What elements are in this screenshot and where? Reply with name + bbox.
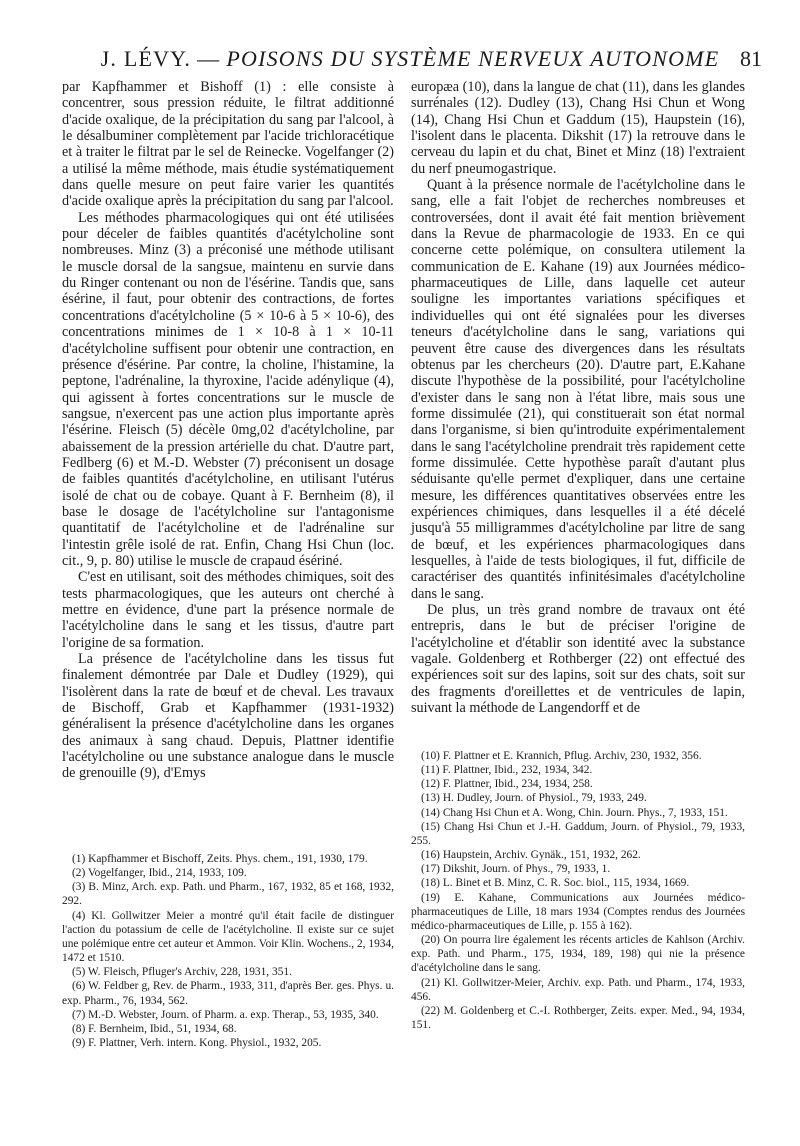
- paragraph: C'est en utilisant, soit des méthodes chimiques, soit des tests pharmacologiques, que les auteurs ont cherché à mettre en évidence, d'une part la présence normale de l'acétylcholine dans le sang et les tissus, d'autre part l'origine de sa formation.: [62, 569, 394, 651]
- paragraph: Les méthodes pharmacologiques qui ont été utilisées pour déceler de faibles quantités d'acétylcholine sont nombreuses. Minz (3) a préconisé une méthode utilisant le muscle dorsal de la sangsue, maintenu en survie dans du Ringer contenant ou non de l'ésérine. Tandis que, sans ésérine, il faut, pour obtenir des contractions, de fortes concentrations d'acétylcholine (5 × 10-6 à 5 × 10-6), des concentrations minimes de 1 × 10-8 à 1 × 10-11 d'acétylcholine suffisent pour obtenir une contraction, en présence d'ésérine. Par contre, la choline, l'histamine, la peptone, l'adrénaline, la thyroxine, l'acide adénylique (4), qui agissent à fortes concentrations sur le muscle de sangsue, n'exercent pas une action plus importante après l'ésérine. Fleisch (5) décèle 0mg,02 d'acétylcholine, par abaissement de la pression artérielle du chat. D'autre part, Fedlberg (6) et M.-D. Webster (7) préconisent un dosage de faibles quantités d'acétylcholine, en utilisant l'utérus isolé de chat ou de cobaye. Quant à F. Bernheim (8), il base le dosage de l'acétylcholine sur l'antagonisme quantitatif de l'acétylcholine et de l'adrénaline sur l'intestin grêle isolé de rat. Enfin, Chang Hsi Chun (loc. cit., 9, p. 80) utilise le muscle de crapaud ésériné.: [62, 209, 394, 569]
- footnote: (3) B. Minz, Arch. exp. Path. und Pharm., 167, 1932, 85 et 168, 1932, 292.: [62, 881, 394, 908]
- footnote: (1) Kapfhammer et Bischoff, Zeits. Phys. chem., 191, 1930, 179.: [72, 853, 368, 865]
- footnote: (21) Kl. Gollwitzer-Meier, Archiv. exp. Path. und Pharm., 174, 1933, 456.: [411, 976, 745, 1003]
- paragraph: europæa (10), dans la langue de chat (11), dans les glandes surrénales (12). Dudley (13), Chang Hsi Chun et Wong (14), Chang Hsi Chun et Gaddum (15), Haupstein (16), l'isolent dans le placenta. Dikshit (17) la retrouve dans le cerveau du lapin et du chat, Binet et Minz (18) l'extraient du nerf pneumogastrique.: [411, 79, 745, 177]
- paragraph: De plus, un très grand nombre de travaux ont été entrepris, dans le but de préciser l'origine de l'acétylcholine et d'établir son identité avec la substance vagale. Goldenberg et Rothberger (22) ont effectué des expériences soit sur des lapins, soit sur des chats, soit sur des fragments d'oreillettes et de ventricules de lapin, suivant la méthode de Langendorff et de: [411, 602, 745, 717]
- running-head-title: POISONS DU SYSTÈME NERVEUX AUTONOME: [226, 46, 720, 71]
- footnote: (9) F. Plattner, Verh. intern. Kong. Physiol., 1932, 205.: [72, 1037, 322, 1050]
- paragraph: par Kapfhammer et Bishoff (1) : elle consiste à concentrer, sous pression réduite, le filtrat additionné d'acide oxalique, de la précipitation du sang par l'alcool, à le désalbuminer complètement par l'acide trichloracétique et à traiter le filtrat par le sel de Reinecke. Vogelfanger (2) a utilisé la même méthode, mais étudie systématiquement dans quelle mesure on peut faire varier les quantités d'acide oxalique après la précipitation du sang par l'alcool.: [62, 79, 394, 210]
- footnote: (15) Chang Hsi Chun et J.-H. Gaddum, Journ. of Physiol., 79, 1933, 255.: [411, 820, 745, 847]
- footnote: (8) F. Bernheim, Ibid., 51, 1934, 68.: [72, 1022, 237, 1035]
- footnote: (10) F. Plattner et E. Krannich, Pflug. Archiv, 230, 1932, 356.: [421, 750, 702, 762]
- footnote: (7) M.-D. Webster, Journ. of Pharm. a. exp. Therap., 53, 1935, 340.: [72, 1008, 379, 1021]
- footnote: (16) Haupstein, Archiv. Gynäk., 151, 1932, 262.: [421, 849, 641, 862]
- footnote: (13) H. Dudley, Journ. of Physiol., 79, 1933, 249.: [421, 792, 647, 805]
- page-number: 81: [740, 46, 762, 71]
- running-head-author: J. LÉVY.: [100, 46, 192, 71]
- paragraph: La présence de l'acétylcholine dans les tissus fut finalement démontrée par Dale et Dudley (1929), qui l'isolèrent dans la rate de bœuf et de cheval. Les travaux de Bischoff, Grab et Kapfhammer (1931-1932) généralisent la présence d'acétylcholine dans les organes des animaux à sang chaud. Depuis, Plattner identifie l'acétylcholine ou une substance analogue dans le muscle de grenouille (9), d'Emys: [62, 651, 394, 782]
- left-text-column: [62, 79, 394, 782]
- footnote: (2) Vogelfanger, Ibid., 214, 1933, 109.: [72, 867, 247, 880]
- footnote: (11) F. Plattner, Ibid., 232, 1934, 342.: [421, 764, 593, 777]
- footnotes-right: [411, 749, 745, 1032]
- footnote: (5) W. Fleisch, Pfluger's Archiv, 228, 1931, 351.: [72, 966, 292, 979]
- footnotes-left: [62, 852, 394, 1050]
- running-head-separator: —: [197, 46, 221, 71]
- paragraph: Quant à la présence normale de l'acétylcholine dans le sang, elle a fait l'objet de recherches nombreuses et controversées, dont il avait été fait mention brièvement dans la Revue de pharmacologie de 1933. En ce qui concerne cette polémique, on consultera utilement la communication de E. Kahane (19) aux Journées médico-pharmaceutiques de Lille, dans laquelle cet auteur souligne les importantes variations spécifiques et individuelles qui ont été signalées pour les diverses teneurs d'acétylcholine dans le sang, variations qui peuvent être cause des divergences dans les résultats obtenus par les chercheurs (20). D'autre part, E.Kahane discute l'hypothèse de la possibilité, pour l'acétylcholine d'exister dans le sang non à l'état libre, mais sous une forme dissimulée (21), qui constituerait son état normal dans l'organisme, si bien qu'introduite expérimentalement dans le sang l'acétylcholine prendrait très rapidement cette forme dissimulée. Cette hypothèse paraît d'autant plus séduisante qu'elle permet d'expliquer, dans une certaine mesure, les différences quantitatives observées entre les expériences chimiques, dans lesquelles il a été décelé jusqu'à 55 milligrammes d'acétylcholine par litre de sang de bœuf, et les expériences pharmacologiques dans lesquelles, à l'aide de tests biologiques, il fut, difficile de caractériser des quantités infinitésimales d'acétylcholine dans le sang.: [411, 177, 745, 602]
- right-text-column: [411, 79, 745, 716]
- footnote: (6) W. Feldber g, Rev. de Pharm., 1933, 311, d'après Ber. ges. Phys. u. exp. Pharm., 76, 1934, 562.: [62, 980, 394, 1007]
- footnote: (12) F. Plattner, Ibid., 234, 1934, 258.: [421, 778, 593, 791]
- footnote: (17) Dikshit, Journ. of Phys., 79, 1933, 1.: [421, 863, 611, 876]
- footnote: (4) Kl. Gollwitzer Meier a montré qu'il était facile de distinguer l'action du potassium de celle de l'acétylcholine. Il existe sur ce sujet une polémique entre cet auteur et Ammon. Voir Klin. Wochens., 2, 1934, 1472 et 1510.: [62, 909, 394, 965]
- footnote: (20) On pourra lire également les récents articles de Kahlson (Archiv. exp. Path. und Pharm., 175, 1934, 189, 198) qui nie la présence d'acétylcholine dans le sang.: [411, 934, 745, 975]
- footnote: (14) Chang Hsi Chun et A. Wong, Chin. Journ. Phys., 7, 1933, 151.: [421, 806, 728, 819]
- running-head: [80, 46, 740, 72]
- footnote: (22) M. Goldenberg et C.-I. Rothberger, Zeits. exper. Med., 94, 1934, 151.: [411, 1004, 745, 1031]
- footnote: (19) E. Kahane, Communications aux Journées médico-pharmaceutiques de Lille, 18 mars 1934 (Comptes rendus des Journées médico-pharmaceutiques de Lille, p. 155 à 162).: [411, 891, 745, 932]
- footnote: (18) L. Binet et B. Minz, C. R. Soc. biol., 115, 1934, 1669.: [421, 877, 690, 890]
